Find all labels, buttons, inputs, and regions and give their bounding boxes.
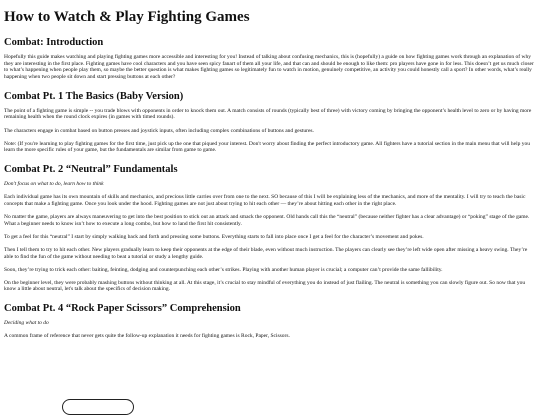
page-title: How to Watch & Play Fighting Games xyxy=(4,9,250,25)
rounded-button-outline[interactable] xyxy=(62,399,134,415)
paragraph: The point of a fighting game is simple -- you trade blows with opponents in order to knock them out. A match consists of rounds (typically best of three) with victory coming by bringing the opponent’s health level to zero or by having more remaining health when the round clock expires (in games with timed rounds). xyxy=(4,107,532,121)
section-subtitle: Deciding what to do xyxy=(4,320,49,327)
paragraph: Soon, they’re trying to trick each other: baiting, feinting, dodging and counterpunching each other’s strikes. Playing with another human player is crucial; a computer can’t provide the same fallibility. xyxy=(4,266,443,273)
paragraph: Then I tell them to try to hit each other. New players gradually learn to keep their opponents at the edge of their blade, even without much instruction. The players can clearly see they’re left wide open after missing a heavy swing. They’re able to find the fun of the game without needing to beat a tutorial or study a lengthy guide. xyxy=(4,246,528,260)
paragraph: To get a feel for this “neutral” I start by simply walking back and forth and pressing some buttons. Everything starts to fall into place once I get a feel for the character’s movement and pokes. xyxy=(4,233,424,240)
article xyxy=(4,0,536,347)
paragraph: A common frame of reference that never gets quite the follow-up explanation it needs for fighting games is Rock, Paper, Scissors. xyxy=(4,333,290,340)
paragraph: Note: (If you're learning to play fighting games for the first time, just pick up the one that piqued your interest. Don't worry about finding the perfect introductory game. All fighters have a tutorial section in the main menu that will help you learn the more specific rules of your game, but the fundamentals are similar from game to game. xyxy=(4,140,531,154)
section-heading-basics: Combat Pt. 1 The Basics (Baby Version) xyxy=(4,90,184,102)
section-heading-rps: Combat Pt. 4 “Rock Paper Scissors” Comprehension xyxy=(4,303,241,315)
paragraph: On the beginner level, they were probably mashing buttons without thinking at all. At this stage, it’s crucial to stay mindful of everything you do instead of just flailing. The neutral is something you can slowly figure out. So now that you know a little about neutral, let's talk about the specifics of decision making. xyxy=(4,279,526,293)
paragraph: Each individual game has its own mountain of skills and mechanics, and precious little carries over from one to the next. SO because of this I will be explaining less of the mechanics, and more of the mentality. I will try to teach the basic concepts that make a fighting game. Once you look under the hood. Fighting games are not just about trying to hit each other — they’re about hitting each other in the right place. xyxy=(4,194,526,208)
paragraph: No matter the game, players are always maneuvering to get into the best position to stick out an attack and smack the opponent. Old hands call this the “neutral” (because neither fighter has a clear advantage) or “poking” stage of the game. What a beginner needs to know isn’t how to execute a long combo, but how to land the first hit consistently. xyxy=(4,214,530,227)
section-heading-introduction: Combat: Introduction xyxy=(4,37,104,48)
section-heading-neutral: Combat Pt. 2 “Neutral” Fundamentals xyxy=(4,164,178,176)
paragraph: Hopefully this guide makes watching and playing fighting games more accessible and interesting for you! Instead of talking about confusing mechanics, this is (hopefully) a guide on how fighting games work through an explanation of why they are interesting in the first place. Fighting games have cool characters and you have seen spicy fanart of them all your life, and that can and should be enough to like them: pro players have gone in for less. This doesn’t get us much closer to what’s happening when people play them, so maybe the better question is what makes fighting games so legitimately fun to watch in motion, genuinely competitive, an activity you could honestly call a sport? In other words, what’s really happening when two people sit down and start pressing buttons at each other? xyxy=(4,54,534,80)
paragraph: The characters engage in combat based on button presses and joystick inputs, often including complex combinations of buttons and gestures. xyxy=(4,127,314,134)
section-subtitle: Don't focus on what to do, learn how to think xyxy=(4,181,104,188)
